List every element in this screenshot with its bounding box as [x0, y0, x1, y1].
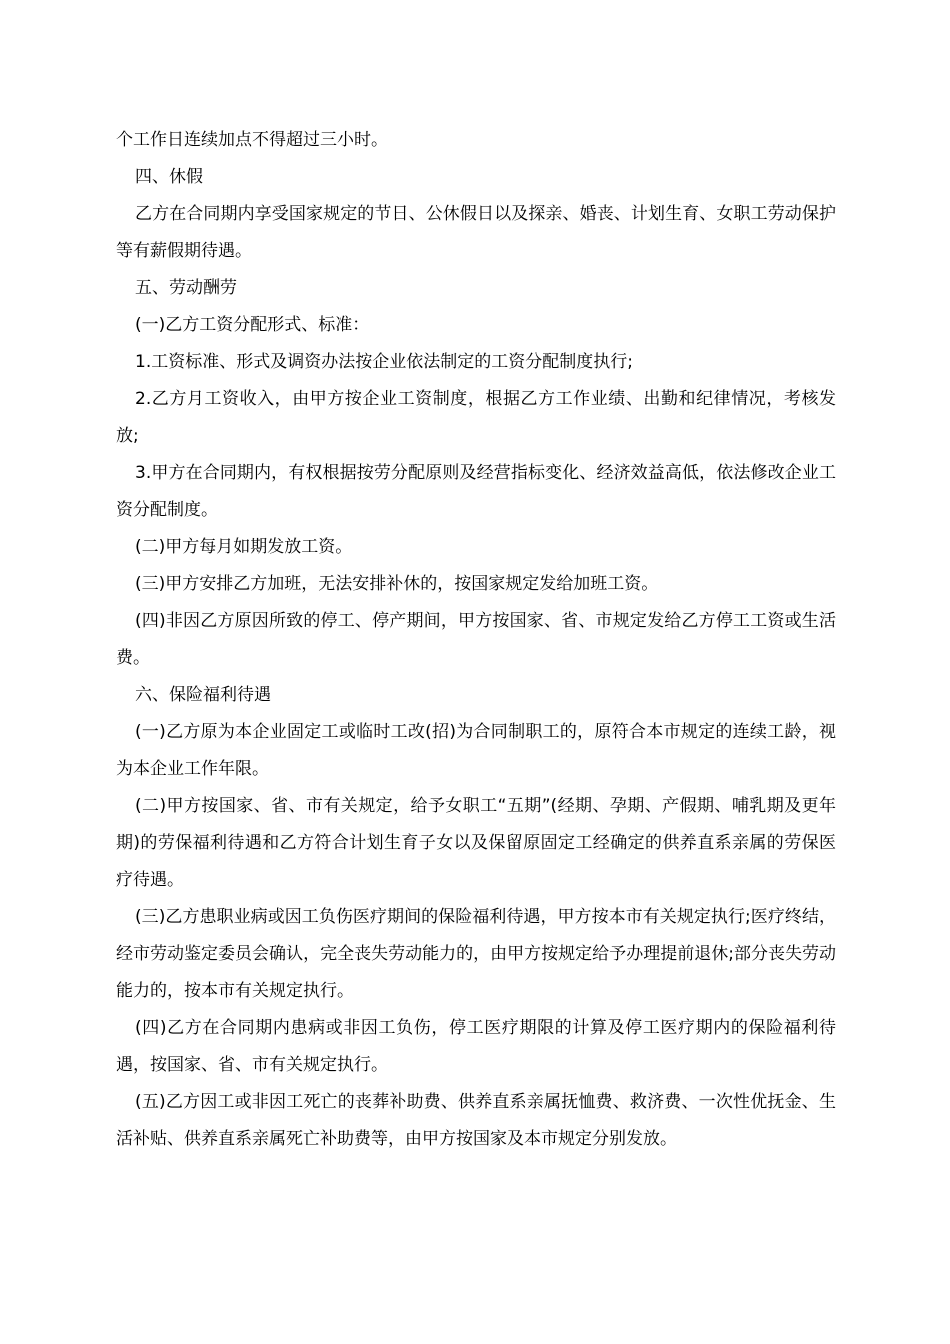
clause-6-5: (五)乙方因工或非因工死亡的丧葬补助费、供养直系亲属抚恤费、救济费、一次性优抚金、生活补贴、供养直系亲属死亡补助费等，由甲方按国家及本市规定分别发放。	[116, 1092, 836, 1149]
clause-5-1-1: 1.工资标准、形式及调资办法按企业依法制定的工资分配制度执行;	[135, 352, 633, 372]
clause-5-1: (一)乙方工资分配形式、标准：	[135, 315, 370, 335]
paragraph-vacation: 乙方在合同期内享受国家规定的节日、公休假日以及探亲、婚丧、计划生育、女职工劳动保护等有薪假期待遇。	[116, 204, 836, 261]
document-body	[116, 122, 836, 1158]
clause-5-4: (四)非因乙方原因所致的停工、停产期间，甲方按国家、省、市规定发给乙方停工工资或生活费。	[116, 611, 836, 668]
clause-6-2: (二)甲方按国家、省、市有关规定，给予女职工“五期”(经期、孕期、产假期、哺乳期及更年期)的劳保福利待遇和乙方符合计划生育子女以及保留原固定工经确定的供养直系亲属的劳保医疗待遇。	[116, 796, 836, 890]
clause-6-1: (一)乙方原为本企业固定工或临时工改(招)为合同制职工的，原符合本市规定的连续工龄，视为本企业工作年限。	[116, 722, 836, 779]
clause-5-2: (二)甲方每月如期发放工资。	[135, 537, 353, 557]
clause-5-1-3: 3.甲方在合同期内，有权根据按劳分配原则及经营指标变化、经济效益高低，依法修改企业工资分配制度。	[116, 463, 836, 520]
section-heading-remuneration: 五、劳动酬劳	[135, 278, 237, 298]
clause-6-4: (四)乙方在合同期内患病或非因工负伤，停工医疗期限的计算及停工医疗期内的保险福利待遇，按国家、省、市有关规定执行。	[116, 1018, 836, 1075]
clause-6-3: (三)乙方患职业病或因工负伤医疗期间的保险福利待遇，甲方按本市有关规定执行;医疗终结，经市劳动鉴定委员会确认，完全丧失劳动能力的，由甲方按规定给予办理提前退休;部分丧失劳动能力的，按本市有关规定执行。	[116, 907, 836, 1001]
section-heading-insurance: 六、保险福利待遇	[135, 685, 271, 705]
clause-5-1-2: 2.乙方月工资收入，由甲方按企业工资制度，根据乙方工作业绩、出勤和纪律情况，考核发放;	[116, 389, 836, 446]
paragraph-continuation: 个工作日连续加点不得超过三小时。	[116, 130, 388, 150]
clause-5-3: (三)甲方安排乙方加班，无法安排补休的，按国家规定发给加班工资。	[135, 574, 659, 594]
section-heading-vacation: 四、休假	[135, 167, 203, 187]
